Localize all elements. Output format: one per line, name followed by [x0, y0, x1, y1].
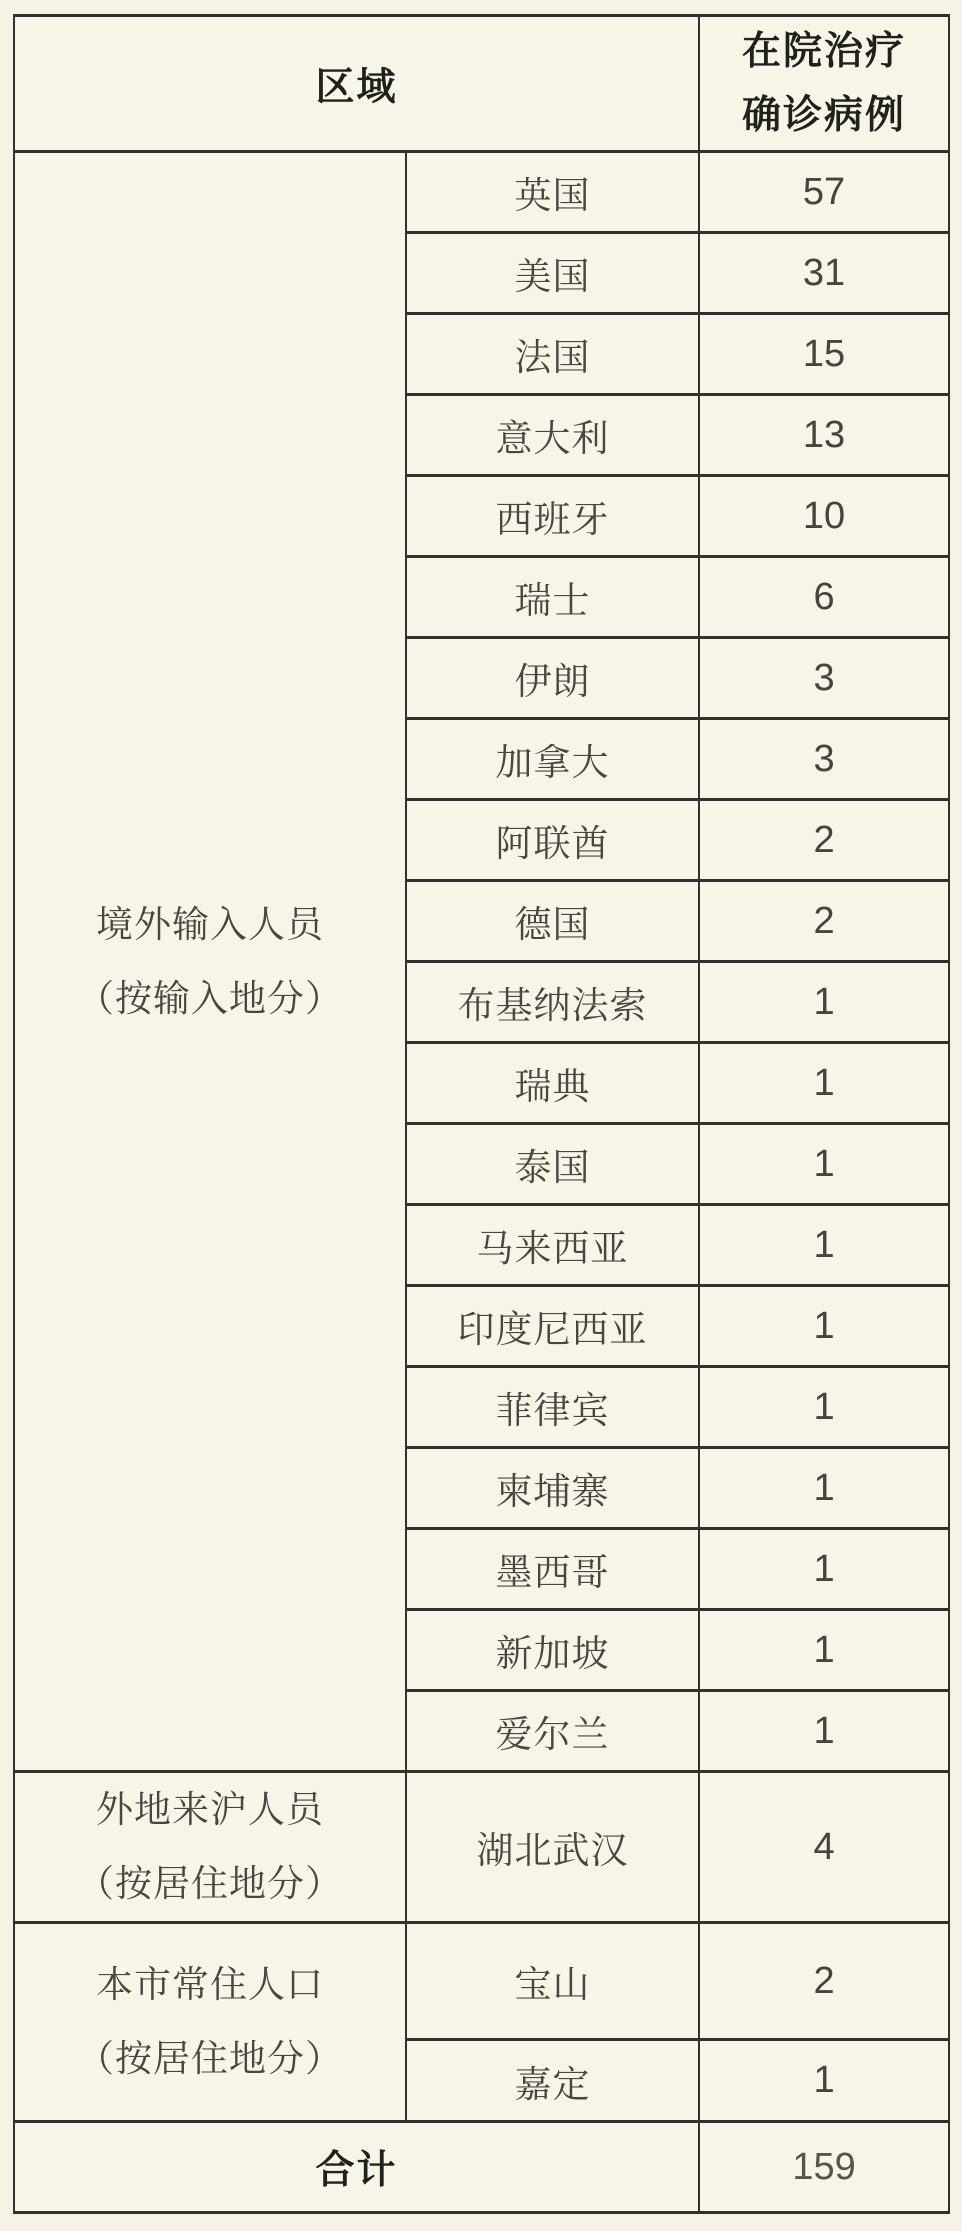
table-row — [14, 152, 949, 233]
section-label-line2: （按输入地分） — [77, 977, 343, 1019]
count-cell: 1 — [699, 1367, 949, 1448]
place-cell: 美国 — [406, 233, 699, 314]
cases-header-line1: 在院治疗 — [742, 29, 907, 73]
place-cell: 新加坡 — [406, 1610, 699, 1691]
count-cell: 1 — [699, 1529, 949, 1610]
count-cell: 4 — [699, 1772, 949, 1923]
place-cell: 印度尼西亚 — [406, 1286, 699, 1367]
place-cell: 嘉定 — [406, 2040, 699, 2122]
table-row — [14, 1923, 949, 2040]
place-cell: 加拿大 — [406, 719, 699, 800]
count-cell: 1 — [699, 1124, 949, 1205]
count-cell: 2 — [699, 800, 949, 881]
place-cell: 马来西亚 — [406, 1205, 699, 1286]
section-label-nonlocal — [14, 1772, 406, 1923]
count-cell: 1 — [699, 2040, 949, 2122]
count-cell: 1 — [699, 1610, 949, 1691]
section-label-line1: 外地来沪人员 — [96, 1789, 324, 1830]
section-label-line1: 境外输入人员 — [96, 903, 324, 945]
place-cell: 瑞士 — [406, 557, 699, 638]
section-label-imported — [14, 152, 406, 1772]
place-cell: 湖北武汉 — [406, 1772, 699, 1923]
place-cell: 阿联酋 — [406, 800, 699, 881]
place-cell: 西班牙 — [406, 476, 699, 557]
place-cell: 法国 — [406, 314, 699, 395]
section-label-local — [14, 1923, 406, 2122]
count-cell: 3 — [699, 719, 949, 800]
count-cell: 57 — [699, 152, 949, 233]
place-cell: 爱尔兰 — [406, 1691, 699, 1772]
count-cell: 31 — [699, 233, 949, 314]
count-cell: 1 — [699, 962, 949, 1043]
count-cell: 15 — [699, 314, 949, 395]
cases-header-line2: 确诊病例 — [742, 93, 907, 137]
count-cell: 3 — [699, 638, 949, 719]
table-header-row — [14, 16, 949, 152]
place-cell: 英国 — [406, 152, 699, 233]
section-label-line2: （按居住地分） — [77, 1863, 343, 1904]
total-row — [14, 2122, 949, 2213]
count-cell: 2 — [699, 881, 949, 962]
count-cell: 10 — [699, 476, 949, 557]
total-label: 合计 — [14, 2122, 699, 2213]
place-cell: 瑞典 — [406, 1043, 699, 1124]
place-cell: 宝山 — [406, 1923, 699, 2040]
section-label-line2: （按居住地分） — [77, 2038, 343, 2079]
count-cell: 1 — [699, 1286, 949, 1367]
place-cell: 柬埔寨 — [406, 1448, 699, 1529]
place-cell: 布基纳法索 — [406, 962, 699, 1043]
count-cell: 13 — [699, 395, 949, 476]
count-cell: 6 — [699, 557, 949, 638]
cases-table — [13, 14, 950, 2214]
table-row — [14, 1772, 949, 1923]
place-cell: 意大利 — [406, 395, 699, 476]
region-column-header: 区域 — [14, 16, 699, 152]
place-cell: 伊朗 — [406, 638, 699, 719]
place-cell: 泰国 — [406, 1124, 699, 1205]
count-cell: 1 — [699, 1691, 949, 1772]
count-cell: 1 — [699, 1205, 949, 1286]
section-label-line1: 本市常住人口 — [96, 1964, 324, 2005]
cases-column-header — [699, 16, 949, 152]
place-cell: 墨西哥 — [406, 1529, 699, 1610]
count-cell: 1 — [699, 1043, 949, 1124]
count-cell: 1 — [699, 1448, 949, 1529]
place-cell: 菲律宾 — [406, 1367, 699, 1448]
total-value: 159 — [699, 2122, 949, 2213]
count-cell: 2 — [699, 1923, 949, 2040]
place-cell: 德国 — [406, 881, 699, 962]
